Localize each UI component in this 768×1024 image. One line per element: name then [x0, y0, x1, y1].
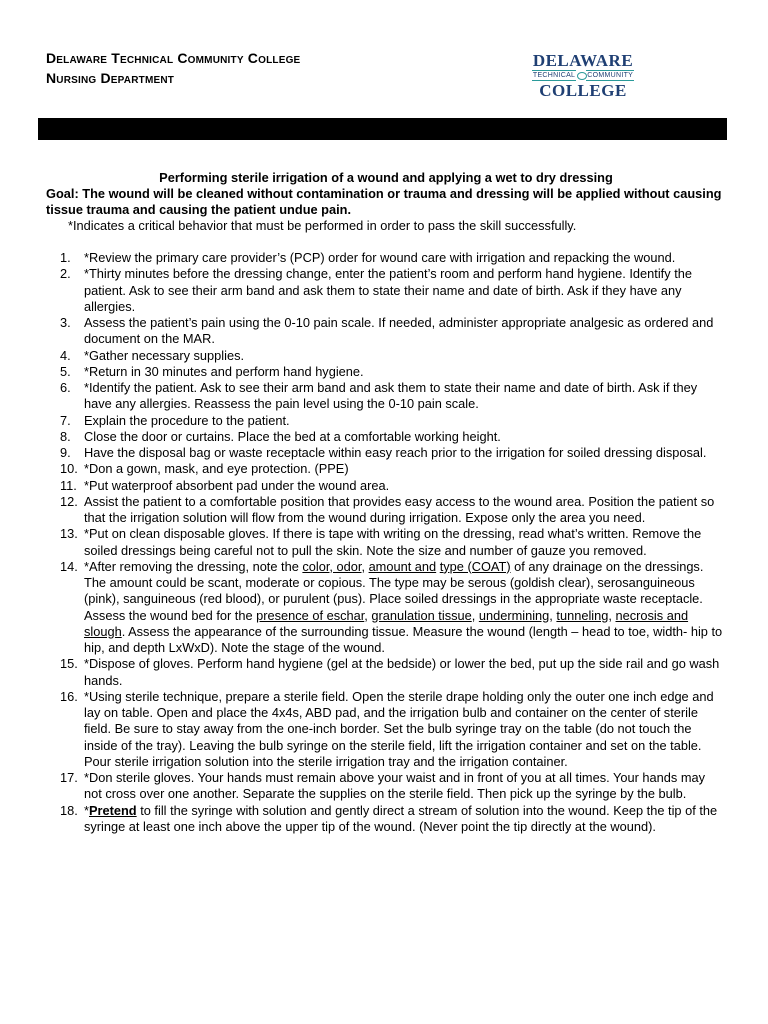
step-number: 6.: [60, 380, 71, 395]
step-text: Have the disposal bag or waste receptacle within easy reach prior to the irrigation for soiled dressing disposal.: [84, 445, 707, 460]
step-text: *Using sterile technique, prepare a sterile field. Open the sterile drape holding only the outer one inch edge and lay on table. Open and place the 4x4s, ABD pad, and the irrigation bulb and container on the center of sterile field. Be sure to stay away from the one-inch border. Set the bulb syringe tray on the table (do not touch the inside of the tray). Leaving the bulb syringe on the sterile field, lift the irrigation container and set on the table. Pour sterile irrigation solution into the sterile irrigation tray and the irrigation container.: [84, 688, 714, 769]
college-logo: [515, 52, 651, 98]
goal-statement: Goal: The wound will be cleaned without contamination or trauma and dressing will be applied without causing tissue trauma and causing the patient undue pain.: [46, 186, 722, 217]
underlined-term: Pretend: [88, 802, 137, 818]
step-text: *Gather necessary supplies.: [84, 347, 245, 363]
step-item: [46, 380, 726, 413]
step-text: *Review the primary care provider’s (PCP) order for wound care with irrigation and repacking the wound.: [84, 250, 676, 265]
step-text: *Put waterproof absorbent pad under the wound area.: [84, 477, 390, 493]
logo-bottom-text: COLLEGE: [539, 81, 627, 100]
step-text-part: ,: [549, 607, 557, 623]
step-item: [46, 770, 726, 803]
underlined-term: type (COAT): [439, 558, 511, 574]
step-item: [46, 315, 726, 348]
steps-list: [46, 250, 726, 835]
step-number: 4.: [60, 347, 71, 363]
step-text: Explain the procedure to the patient.: [84, 412, 290, 428]
step-item: [46, 266, 726, 315]
college-name: Delaware Technical Community College: [46, 50, 301, 66]
step-number: 12.: [60, 493, 78, 509]
underlined-term: amount and: [368, 558, 437, 574]
document-body: [46, 170, 726, 835]
step-number: 13.: [60, 526, 78, 542]
underlined-term: color, odor,: [302, 558, 365, 574]
step-item: [46, 478, 726, 494]
step-item: [46, 413, 726, 429]
step-number: 17.: [60, 770, 78, 785]
underlined-term: necrosis and slough: [84, 607, 689, 639]
department-name: Nursing Department: [46, 70, 175, 86]
step-text: *Return in 30 minutes and perform hand hygiene.: [84, 363, 364, 379]
underlined-term: undermining: [478, 607, 550, 623]
step-number: 2.: [60, 266, 71, 282]
step-number: 10.: [60, 461, 78, 477]
step-item: [46, 445, 726, 461]
step-text-part: to fill the syringe with solution and gently direct a stream of solution into the wound. Keep the tip of the syringe at least one inch above the upper tip of the wound. (Never point the tip directly at the wound).: [84, 802, 718, 834]
step-number: 14.: [60, 558, 78, 574]
document-title: Performing sterile irrigation of a wound and applying a wet to dry dressing: [159, 170, 613, 185]
step-number: 16.: [60, 688, 78, 704]
step-item: [46, 429, 726, 445]
step-item: [46, 689, 726, 770]
step-text: *Dispose of gloves. Perform hand hygiene (gel at the bedside) or lower the bed, put up the side rail and go wash hands.: [84, 656, 720, 688]
logo-top-text: DELAWARE: [532, 51, 634, 70]
step-text: Assist the patient to a comfortable position that provides easy access to the wound area. Position the patient so that the irrigation solution will flow from the wound during irrigation. Expose only the area you need.: [84, 493, 715, 525]
step-number: 11.: [60, 477, 77, 493]
step-item: [46, 364, 726, 380]
logo-right-text: COMMUNITY: [587, 72, 634, 79]
logo-swoosh-icon: [576, 71, 586, 80]
document-header: [46, 48, 300, 88]
step-number: 7.: [60, 412, 71, 428]
step-item: [46, 461, 726, 477]
step-text-part: . Assess the appearance of the surrounding tissue. Measure the wound (length – head to toe, width- hip to hip, and depth LxWxD). Note the stage of the wound.: [84, 623, 723, 655]
logo-middle: [515, 70, 651, 81]
step-number: 9.: [60, 445, 71, 460]
step-item: [46, 250, 726, 266]
step-text-part: of any drainage on the dressings. The amount could be scant, moderate or copious. The type may be serous (goldish clear), serosanguineous (pink), sanguineous (red blood), or purulent (pus). Place soiled dressings in the appropriate waste receptacle. Assess the wound bed for the: [84, 558, 704, 623]
step-text-part: ,: [471, 607, 479, 623]
step-item: [46, 656, 726, 689]
step-number: 18.: [60, 802, 78, 818]
step-text-part: *: [84, 802, 89, 818]
step-item: [46, 803, 726, 836]
step-item: [46, 526, 726, 559]
step-text: *Put on clean disposable gloves. If there is tape with writing on the dressing, read what’s written. Remove the soiled dressings being careful not to pull the skin. Note the size and number of gauze you removed.: [84, 526, 702, 558]
critical-note: *Indicates a critical behavior that must be performed in order to pass the skill successfully.: [68, 218, 577, 233]
header-divider-bar: [38, 118, 727, 140]
step-text: Assess the patient’s pain using the 0-10 pain scale. If needed, administer appropriate analgesic as ordered and document on the MAR.: [84, 315, 714, 347]
step-item: [46, 348, 726, 364]
step-text-part: *After removing the dressing, note the: [84, 558, 303, 574]
step-text: [84, 803, 717, 834]
step-text: *Don a gown, mask, and eye protection. (PPE): [84, 461, 349, 477]
step-number: 1.: [60, 250, 71, 265]
logo-left-text: TECHNICAL: [532, 72, 576, 79]
underlined-term: tunneling: [556, 607, 609, 623]
step-number: 5.: [60, 363, 71, 379]
step-text-part: ,: [608, 607, 616, 623]
step-number: 15.: [60, 656, 78, 672]
underlined-term: granulation tissue: [371, 607, 472, 623]
step-text: *Identify the patient. Ask to see their arm band and ask them to state their name and date of birth. Ask if they have any allergies. Reassess the pain level using the 0-10 pain scale.: [84, 380, 698, 412]
step-item: [46, 559, 726, 657]
underlined-term: presence of eschar: [256, 607, 365, 623]
step-text: [84, 559, 722, 655]
step-number: 3.: [60, 315, 71, 330]
step-text: *Don sterile gloves. Your hands must remain above your waist and in front of you at all times. Your hands may not cross over one another. Separate the supplies on the sterile field. Then pick up the syringe by the bulb.: [84, 770, 705, 802]
step-text: *Thirty minutes before the dressing change, enter the patient’s room and perform hand hygiene. Identify the patient. Ask to see their arm band and ask them to state their name and date of birth. Ask if they have any allergies.: [84, 266, 692, 314]
step-text-part: ,: [364, 607, 372, 623]
step-text: Close the door or curtains. Place the bed at a comfortable working height.: [84, 428, 501, 444]
step-item: [46, 494, 726, 527]
step-number: 8.: [60, 428, 71, 444]
